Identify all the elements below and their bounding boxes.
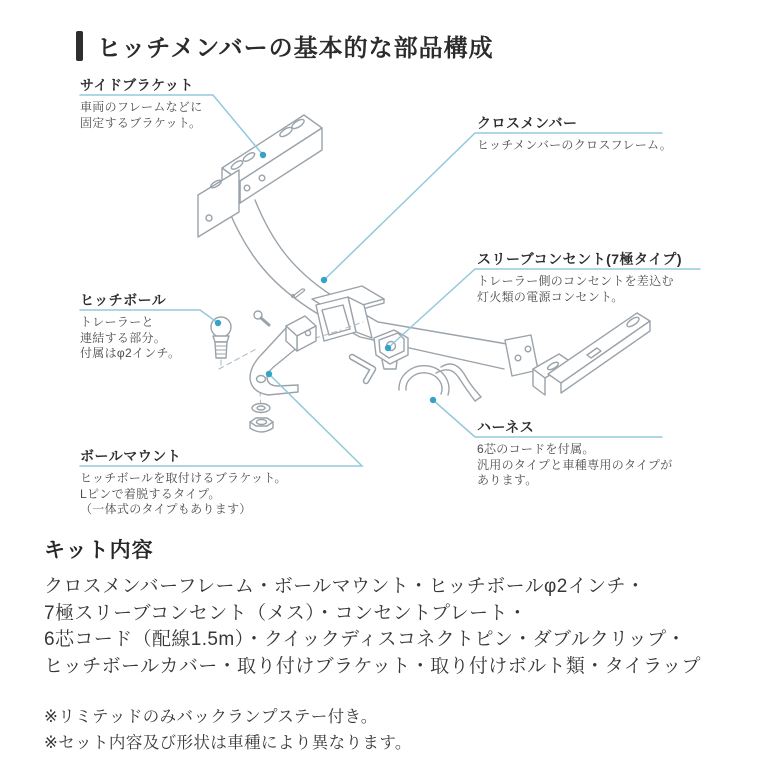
kit-line: クロスメンバーフレーム・ボールマウント・ヒッチボールφ2インチ・ <box>44 576 646 597</box>
callout-desc-line: 汎用のタイプと車種専用のタイプが <box>477 457 673 472</box>
kit-line: ヒッチボールカバー・取り付けブラケット・取り付けボルト類・タイラップ <box>44 655 701 677</box>
callout-title: ボールマウント <box>80 448 182 464</box>
callout-desc-line: トレーラー側のコンセントを差込む <box>477 274 674 288</box>
callout-desc-line: 灯火類の電源コンセント。 <box>477 289 624 304</box>
callout-cross-member <box>477 115 672 154</box>
kit-line: 7極スリーブコンセント（メス）・コンセントプレート・ <box>44 602 528 624</box>
quick-pin-drawing <box>254 311 269 325</box>
callout-title: ヒッチボール <box>80 292 167 308</box>
callout-title: ハーネス <box>477 419 535 435</box>
callout-desc-line: 6芯のコードを付属。 <box>477 442 595 456</box>
callout-side-bracket <box>80 77 203 131</box>
l-pin-drawing <box>352 357 373 381</box>
callout-desc-line: Lピンで着脱するタイプ。 <box>80 486 221 501</box>
sleeve-socket-drawing <box>374 330 408 369</box>
callout-desc-line: ヒッチボールを取付けるブラケット。 <box>80 471 287 485</box>
section-heading <box>76 28 494 63</box>
callout-title: クロスメンバー <box>477 115 578 131</box>
footnote-line: ※セット内容及び形状は車種により異なります。 <box>44 734 412 752</box>
callout-desc-line: あります。 <box>477 473 538 487</box>
callout-ball-mount <box>80 448 287 518</box>
callout-title: サイドブラケット <box>80 77 194 93</box>
callout-desc-line: ヒッチメンバーのクロスフレーム。 <box>477 138 673 152</box>
callout-desc-line: 車両のフレームなどに <box>80 100 203 114</box>
callout-desc-line: （一体式のタイプもあります） <box>80 502 252 516</box>
footnotes <box>44 704 412 756</box>
page-title: ヒッチメンバーの基本的な部品構成 <box>97 35 494 62</box>
callout-desc-line: 連結する部分。 <box>80 330 167 345</box>
callout-desc-line: 付属はφ2インチ。 <box>80 346 181 360</box>
heading-accent-bar <box>76 31 83 61</box>
kit-contents-section <box>44 534 701 680</box>
callout-desc-line: 固定するブラケット。 <box>80 115 202 130</box>
kit-heading: キット内容 <box>44 539 154 562</box>
right-bracket-drawing <box>533 313 650 395</box>
ball-mount-drawing <box>250 316 316 395</box>
callout-title: スリーブコンセント(7極タイプ) <box>477 251 683 267</box>
side-bracket-drawing <box>198 115 322 237</box>
callout-sleeve-outlet <box>477 251 682 305</box>
footnote-line: ※リミテッドのみバックランプステー付き。 <box>44 708 378 726</box>
washer-nut-drawing <box>250 404 273 433</box>
callout-desc-line: トレーラーと <box>80 315 154 329</box>
kit-line: 6芯コード（配線1.5m）・クイックディスコネクトピン・ダブルクリップ・ <box>44 629 686 650</box>
callout-hitch-ball <box>80 292 180 362</box>
callout-harness <box>477 419 673 489</box>
